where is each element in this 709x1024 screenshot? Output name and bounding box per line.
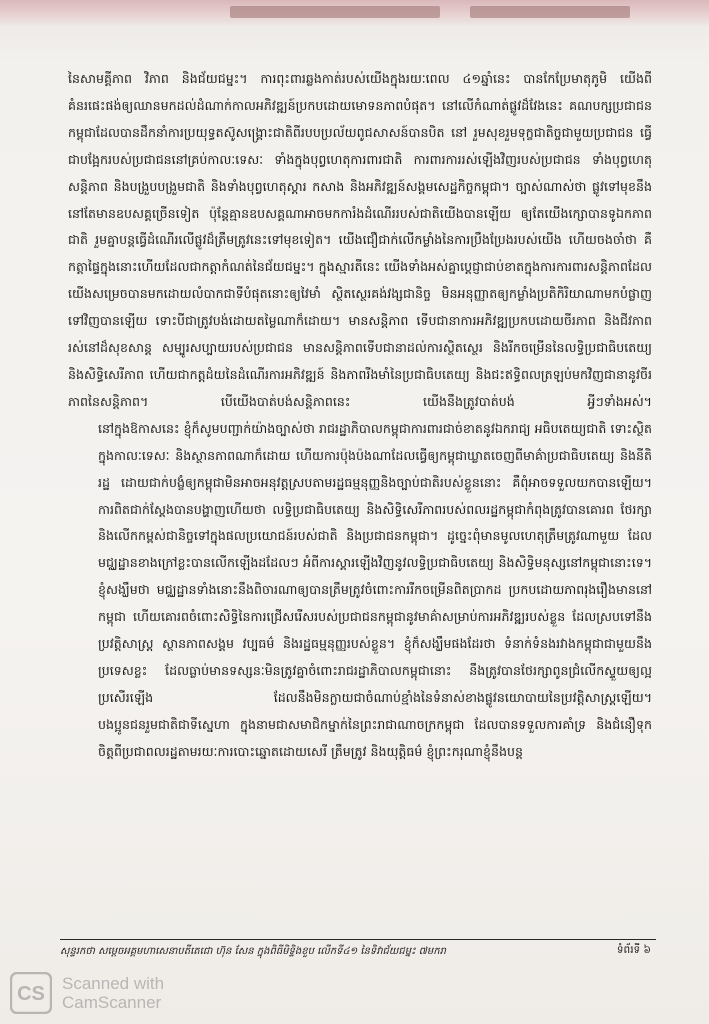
watermark-line-2: CamScanner — [62, 993, 162, 1012]
footer-caption: សុន្ទរកថា សម្តេចអគ្គមហាសេនាបតីតេជោ ហ៊ុន សែន ក្នុងពិធីមិទ្ទិងខួប លើកទី៤១ នៃទិវាជ័យជម្នះ ៧មករា — [60, 946, 446, 957]
camscanner-logo-icon — [10, 972, 52, 1014]
watermark-line-1: Scanned with — [62, 974, 165, 993]
watermark-text — [62, 974, 164, 1012]
paragraph-2: នៅក្នុងឱកាសនេះ ខ្ញុំក៏សូមបញ្ជាក់យ៉ាងច្បាស់ថា រាជរដ្ឋាភិបាលកម្ពុជាការពារជាច់ខាតនូវឯករាជ្យ អធិបតេយ្យជាតិ ទោះស្ថិតក្នុងកាលៈទេសៈ និងស្ថានភាពណាក៏ដោយ ហើយការប៉ុងប៉ងណាដែលធ្វើឲ្យកម្ពុជាឃ្លាតចេញពីមាគ៌ាប្រជាធិបតេយ្យ និងនីតិរដ្ឋ ដោយជាក់បង្ខំឲ្យកម្ពុជាមិនអាចអនុវត្តស្របតាមរដ្ឋធម្មនុញ្ញនិងច្បាប់ជាតិរបស់ខ្លួននោះ គឺពុំអាចទទួលយកបានឡើយ។ ការពិតជាក់ស្តែងបានបង្ហាញហើយថា លទ្ធិប្រជាធិបតេយ្យ និងសិទ្ធិសេរីភាពរបស់ពលរដ្ឋកម្ពុជាកំពុងត្រូវបានគោរព ថែរក្សា និងលើកកម្ពស់ជានិច្ចទៅក្នុងផលប្រយោជន៍របស់ជាតិ និងប្រជាជនកម្ពុជា។ ដូច្នេះពុំមានមូលហេតុត្រឹមត្រូវណាមួយ ដែលមជ្ឈដ្ឋានខាងក្រៅខ្លះបានលើកឡើងដដែលៗ អំពីការស្តារឡើងវិញនូវលទ្ធិប្រជាធិបតេយ្យ និងសិទ្ធិមនុស្សនៅកម្ពុជានោះទេ។ ខ្ញុំសង្ឃឹមថា មជ្ឈដ្ឋានទាំងនោះនឹងពិចារណាឲ្យបានត្រឹមត្រូវចំពោះការរីកចម្រើនពិតប្រាកដ ប្រកបដោយភាពរុងរឿងមាននៅកម្ពុជា ហើយគោរពចំពោះសិទ្ធិនៃការជ្រើសរើសរបស់ប្រជាជនកម្ពុជានូវមាគ៌ាសម្រាប់ការអភិវឌ្ឍរបស់ខ្លួន ដែលស្របទៅនឹងប្រវត្តិសាស្ត្រ ស្ថានភាពសង្គម វប្បធម៌ និងរដ្ឋធម្មនុញ្ញរបស់ខ្លួន។ ខ្ញុំក៏សង្ឃឹមផងដែរថា ទំនាក់ទំនងរវាងកម្ពុជាជាមួយនឹងប្រទេសខ្លះ ដែលធ្លាប់មានទស្សនៈមិនត្រូវគ្នាចំពោះរាជរដ្ឋាភិបាលកម្ពុជានោះ នឹងត្រូវបានថែរក្សាពូនជ្រំលើកស្ទួយឲ្យល្អប្រសើរឡើង ដែលនឹងមិនក្លាយជាចំណាប់ខ្មាំងនៃទំនាស់ខាងផ្លូវនយោបាយនៃប្រវត្តិសាស្ត្រឡើយ។ — [98, 420, 652, 705]
top-smudge — [230, 6, 440, 18]
paragraph-3: បងប្អូនជនរួមជាតិជាទីស្នេហា ក្នុងនាមជាសមាជិកម្នាក់នៃព្រះរាជាណាចក្រកម្ពុជា ដែលបានទទួលការគាំទ្រ និងជំនឿទុកចិត្តពីប្រជាពលរដ្ឋតាមរយៈការបោះឆ្នោតដោយសេរី ត្រឹមត្រូវ និងយុត្តិធម៌ ខ្ញុំព្រះករុណាខ្ញុំនឹងបន្ត — [98, 716, 652, 759]
paragraph-1: នៃសាមគ្គីភាព វិភាព និងជ័យជម្នះ។ ការពុះពារឆ្លងកាត់របស់យើងក្នុងរយៈពេល ៤១ឆ្នាំនេះ បានកែប្រែមាតុភូមិ យើងពីគំនរផេះផង់ឲ្យឈានមកដល់ដំណាក់កាលអភិវឌ្ឍន៍ប្រកបដោយមោទនភាពបំផុត។ នៅលើកំណាត់ផ្លូវដ៏វែងនេះ គណបក្សប្រជាជនកម្ពុជាដែលបានដឹកនាំការប្រយុទ្ធតស៊ូសង្គ្រោះជាតិពីរបបប្រល័យពូជសាសន៍បានបិត នៅ រួមសុខរួមទុក្ខជាតិច្ចជាមួយប្រជាជន ធ្វើជាបង្អែករបស់ប្រជាជននៅគ្រប់កាលៈទេសៈ ទាំងក្នុងបុព្វហេតុការពារជាតិ ការពារការរស់ឡើងវិញរបស់ប្រជាជន ទាំងបុព្វហេតុសន្តិភាព និងបង្រួបបង្រួមជាតិ និងទាំងបុព្វហេតុស្តារ កសាង និងអភិវឌ្ឍន៍សង្គមសេដ្ឋកិច្ចកម្ពុជា។ ច្បាស់ណាស់ថា ផ្លូវទៅមុខនឹងនៅតែមានឧបសគ្គច្រើនទៀត ប៉ុន្តែគ្មានឧបសគ្គណាអាចមកការំងដំណើររបស់ជាតិយើងបានឡើយ ឲ្យតែយើងក្សោបានទូឯកភាពជាតិ រួមគ្នាបន្តធ្វើដំណើរលើផ្លូវដ៏ត្រឹមត្រូវនេះទៅមុខទៀត។ យើងជឿជាក់លើកម្លាំងនៃការប្រឹងប្រែងរបស់យើង ហើយចងចាំថា គឺកត្តាផ្ទៃក្នុងនោះហើយដែលជាកត្តាកំណត់នៃជ័យជម្នះ។ ក្នុងស្មារតីនេះ យើងទាំងអស់គ្នាប្តេជ្ញាជាប់ខាតក្នុងការការពារសន្តិភាពដែលយើងសម្រេចបានមកដោយលំបាកជាទីបំផុតនោះឲ្យវៃមាំ ស្ថិតស្ថេរគង់វង្សជានិច្ច មិនអនុញ្ញាតឲ្យកម្លាំងប្រតិកិរិយាណាមកបំផ្លាញទៅវិញបានឡើយ ទោះបីជាត្រូវបង់ដោយតម្លៃណាក៏ដោយ។ មានសន្តិភាព ទើបជានាការអភិវឌ្ឍប្រកបដោយចីរភាព និងជីវភាពរស់នៅដ៏សុខសាន្ត សម្បូរសប្បាយរបស់ប្រជាជន មានសន្តិភាពទើបជានាដល់ការស្ថិតស្ថេរ និងរីកចម្រើននៃលទ្ធិប្រជាធិបតេយ្យ និងសិទ្ធិសេរីភាព ហើយជាកត្តដំយនៃដំណើរការអភិវឌ្ឍន៍ និងភាពរីងមាំនៃប្រជាធិបតេយ្យ និងជះឥទ្ធិពលត្រឡប់មកវិញជានានូវចីរភាពនៃសន្តិភាព។ បើយើងបាត់បង់សន្តិភាពនេះ យើងនឹងត្រូវបាត់បង់ អ្វីៗទាំងអស់។ — [68, 71, 652, 409]
camscanner-logo-letters: CS — [17, 983, 45, 1005]
camscanner-watermark — [10, 966, 250, 1020]
page-number: ទំព័រទី ៦ — [616, 944, 651, 956]
top-ink-band — [0, 0, 709, 26]
footer-rule — [60, 939, 656, 940]
top-smudge — [470, 6, 630, 18]
body-text — [68, 66, 652, 766]
